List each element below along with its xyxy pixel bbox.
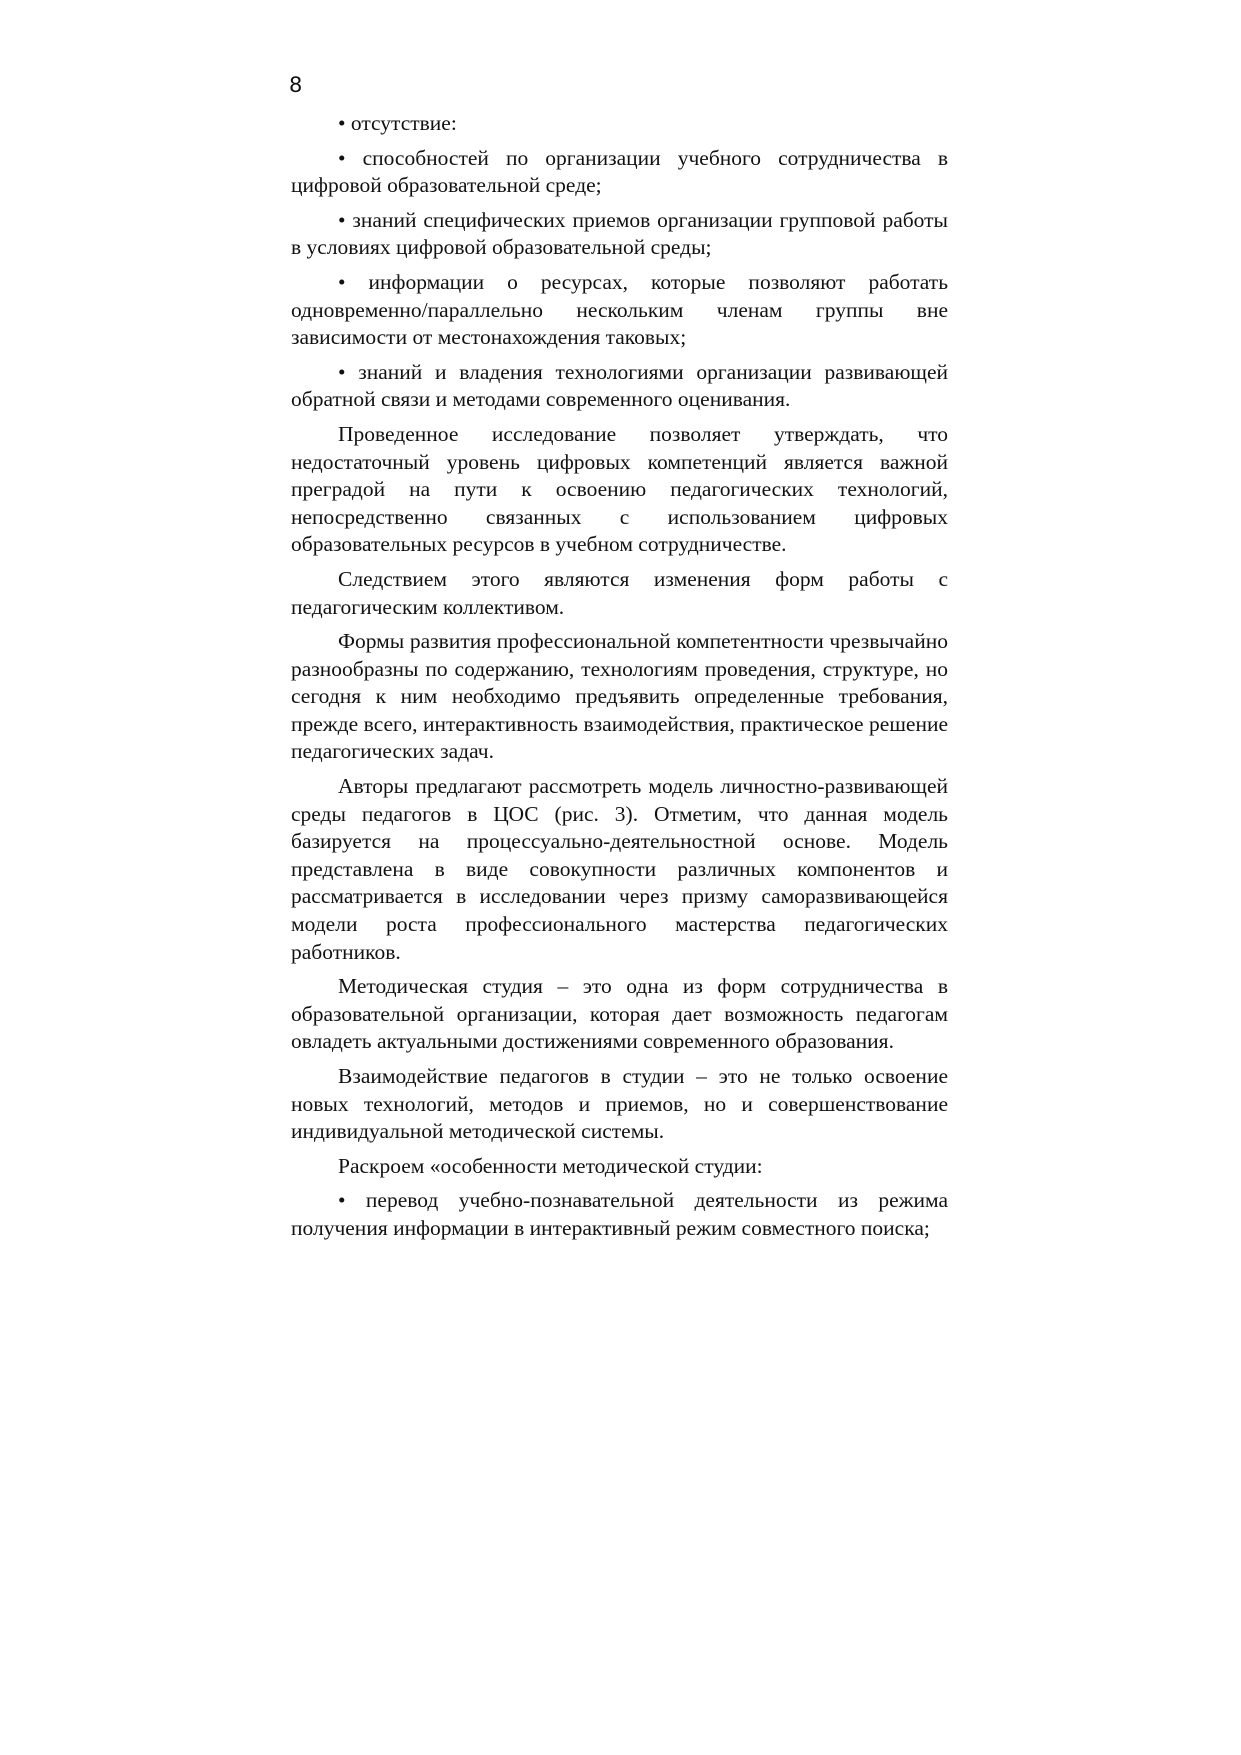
bullet-interactive-mode: • перевод учебно-познавательной деятельности из режима получения информации в интерактивный режим совместного поиска; (291, 1188, 948, 1240)
bullet-feedback-technologies: • знаний и владения технологиями организации развивающей обратной связи и методами современного оценивания. (291, 359, 948, 412)
paragraph-model-proposal: Авторы предлагают рассмотреть модель личностно-развивающей среды педагогов в ЦОС (рис. 3). Отметим, что данная модель базируется на процессуально-деятельностной основе. Модель представлена в виде совокупности различных компонентов и рассматривается в исследовании через призму саморазвивающейся модели роста профессионального мастерства педагогических работников. (291, 774, 948, 964)
paragraph-consequence: Следствием этого являются изменения форм работы с педагогическим коллективом. (291, 566, 948, 619)
paragraph-features-intro: Раскроем «особенности методической студии: (338, 1153, 763, 1178)
bullet-resources-info: • информации о ресурсах, которые позволяют работать одновременно/параллельно нескольким членам группы вне зависимости от местонахождения таковых; (291, 269, 948, 350)
paragraph-research-conclusion: Проведенное исследование позволяет утверждать, что недостаточный уровень цифровых компетенций является важной преградой на пути к освоению педагогических технологий, непосредственно связанных с использованием цифровых образовательных ресурсов в учебном сотрудничестве. (291, 421, 948, 557)
bullet-knowledge-techniques: • знаний специфических приемов организации групповой работы в условиях цифровой образовательной среды; (291, 207, 948, 260)
bullet-abilities: • способностей по организации учебного сотрудничества в цифровой образовательной среде; (291, 145, 948, 198)
body-text (291, 110, 948, 1243)
paragraph-interaction: Взаимодействие педагогов в студии – это не только освоение новых технологий, методов и приемов, но и совершенствование индивидуальной методической системы. (291, 1064, 948, 1144)
paragraph-methodical-studio: Методическая студия – это одна из форм сотрудничества в образовательной организации, которая дает возможность педагогам овладеть актуальными достижениями современного образования. (291, 974, 948, 1054)
page-number: 8 (289, 73, 303, 97)
paragraph-forms-development: Формы развития профессиональной компетентности чрезвычайно разнообразны по содержанию, технологиям проведения, структуре, но сегодня к ним необходимо предъявить определенные требования, прежде всего, интерактивность взаимодействия, практическое решение педагогических задач. (291, 629, 948, 764)
bullet-absence: • отсутствие: (338, 111, 457, 135)
